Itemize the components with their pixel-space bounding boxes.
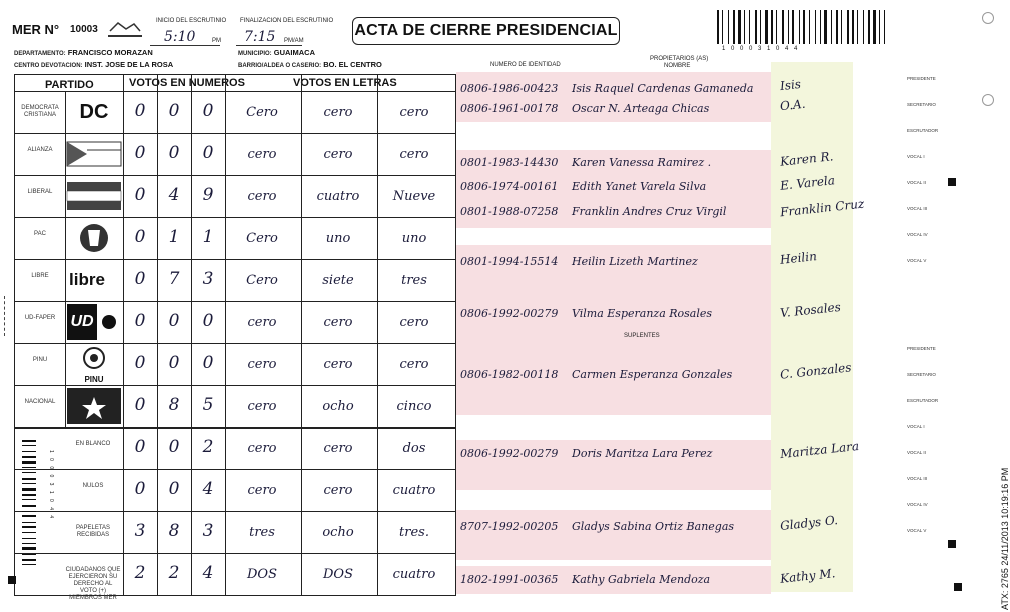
vote-word: uno xyxy=(325,231,351,246)
vote-word: ocho xyxy=(322,399,354,414)
col-id-header: NUMERO DE IDENTIDAD xyxy=(490,62,561,68)
dc-logo-text: DC xyxy=(79,101,109,123)
party-logo-5 xyxy=(67,262,121,298)
vote-word: cero xyxy=(399,147,429,162)
role-label: ESCRUTADOR xyxy=(907,398,939,403)
vote-word: tres. xyxy=(399,525,429,540)
vote-digit: 0 xyxy=(168,437,180,457)
table-row-divider xyxy=(15,259,455,260)
table-row-divider xyxy=(15,175,455,176)
vote-digit: 5 xyxy=(202,395,214,415)
table-row-divider xyxy=(15,553,455,554)
member-id: 0801-1994-15514 xyxy=(460,255,559,268)
member-id: 8707-1992-00205 xyxy=(460,520,559,533)
role-label: ESCRUTADOR xyxy=(907,128,939,133)
municipio-label: MUNICIPIO: xyxy=(238,51,272,57)
member-signature: E. Varela xyxy=(779,173,836,193)
vote-word: cuatro xyxy=(316,189,360,204)
member-id: 0806-1974-00161 xyxy=(460,180,559,193)
member-signature: Maritza Lara xyxy=(779,438,860,462)
vote-digit: 7 xyxy=(168,269,180,289)
signature-band xyxy=(771,62,853,592)
role-label: SECRETARIO xyxy=(907,372,936,377)
tick-marks xyxy=(4,296,9,336)
table-row-divider xyxy=(15,133,455,134)
table-column-divider xyxy=(377,75,378,595)
vote-digit: 2 xyxy=(202,437,214,457)
member-id: 0806-1961-00178 xyxy=(460,102,559,115)
vote-word: cero xyxy=(247,357,277,372)
vote-word: cinco xyxy=(396,399,432,414)
vote-digit: 0 xyxy=(168,479,180,499)
vote-digit: 0 xyxy=(168,143,180,163)
vote-digit: 0 xyxy=(134,437,146,457)
inicio-label: INICIO DEL ESCRUTINIO xyxy=(156,18,227,24)
table-row-divider xyxy=(15,301,455,302)
party-label: NACIONAL xyxy=(24,399,56,405)
party-logo-7 xyxy=(67,346,121,382)
member-name: Edith Yanet Varela Silva xyxy=(572,180,707,193)
vote-word: cero xyxy=(247,483,277,498)
vote-digit: 0 xyxy=(134,353,146,373)
member-name: Doris Maritza Lara Perez xyxy=(572,447,713,460)
member-name: Gladys Sabina Ortiz Banegas xyxy=(572,520,735,533)
vote-digit: 2 xyxy=(134,563,146,583)
party-label: PINU xyxy=(32,357,48,363)
barcode-left xyxy=(22,440,36,570)
votes-table xyxy=(14,74,456,601)
col-letras-header: VOTOS EN LETRAS xyxy=(293,77,397,89)
party-logo-4 xyxy=(67,220,121,256)
table-row-divider xyxy=(15,385,455,386)
vote-word: Cero xyxy=(246,105,278,120)
member-name: Karen Vanessa Ramirez . xyxy=(572,156,712,169)
vote-word: uno xyxy=(401,231,427,246)
timestamp-stamp: ATX: 2765 24/11/2013 10:19:16 PM xyxy=(1000,467,1010,610)
member-name: Vilma Esperanza Rosales xyxy=(572,307,713,320)
registration-mark xyxy=(954,583,962,591)
barcode-top xyxy=(717,10,887,44)
member-signature: O.A. xyxy=(779,96,807,114)
vote-digit: 0 xyxy=(202,353,214,373)
member-signature: Karen R. xyxy=(779,149,834,169)
col-nombre-header: NOMBRE xyxy=(664,63,691,69)
vote-word: cuatro xyxy=(392,483,436,498)
vote-word: Cero xyxy=(246,273,278,288)
party-logo-6 xyxy=(67,304,121,340)
vote-word: cero xyxy=(247,189,277,204)
member-name: Isis Raquel Cardenas Gamaneda xyxy=(572,82,754,95)
member-name: Oscar N. Arteaga Chicas xyxy=(572,102,710,115)
registration-mark xyxy=(948,540,956,548)
vote-word: cero xyxy=(399,105,429,120)
mer-number: 10003 xyxy=(70,24,98,35)
member-id: 0801-1983-14430 xyxy=(460,156,559,169)
inicio-value: 5:10 xyxy=(164,29,196,45)
member-id: 0801-1988-07258 xyxy=(460,205,559,218)
role-label: VOCAL IV xyxy=(907,232,928,237)
vote-word: cero xyxy=(247,315,277,330)
vote-digit: 0 xyxy=(202,101,214,121)
member-row-band xyxy=(456,510,771,560)
finalizacion-suffix: PM/AM xyxy=(284,38,304,44)
vote-word: cero xyxy=(399,315,429,330)
municipio-value: GUAIMACA xyxy=(273,48,316,57)
party-label: EN BLANCO xyxy=(75,441,111,447)
party-label: UD-FAPER xyxy=(24,315,56,321)
party-logo-8 xyxy=(67,388,121,424)
vote-word: DOS xyxy=(323,567,353,582)
vote-word: cero xyxy=(323,483,353,498)
barrio-label: BARRIO/ALDEA O CASERIO: xyxy=(238,63,322,69)
vote-word: Cero xyxy=(246,231,278,246)
vote-digit: 0 xyxy=(134,479,146,499)
vote-digit: 3 xyxy=(202,521,214,541)
member-name: Carmen Esperanza Gonzales xyxy=(572,368,733,381)
punch-hole xyxy=(982,12,994,24)
col-partido-header: PARTIDO xyxy=(45,79,94,91)
member-row-band xyxy=(456,295,771,345)
role-label: PRESIDENTE xyxy=(907,346,936,351)
vote-digit: 1 xyxy=(168,227,180,247)
mer-label: MER N° xyxy=(12,22,60,37)
member-signature: C. Gonzales xyxy=(779,360,853,382)
vote-word: cero xyxy=(323,105,353,120)
member-signature: Franklin Cruz xyxy=(779,196,865,220)
libre-logo-text: libre xyxy=(69,270,105,289)
document-title: ACTA DE CIERRE PRESIDENCIAL xyxy=(352,17,620,45)
table-column-divider xyxy=(301,75,302,595)
member-row-band xyxy=(456,245,771,295)
vote-digit: 0 xyxy=(134,395,146,415)
vote-word: cero xyxy=(247,399,277,414)
role-label: VOCAL II xyxy=(907,180,926,185)
cne-logo xyxy=(108,21,142,37)
vote-digit: 3 xyxy=(134,521,146,541)
vote-digit: 4 xyxy=(202,479,214,499)
vote-digit: 0 xyxy=(168,353,180,373)
role-label: VOCAL V xyxy=(907,258,927,263)
ud-logo-text: UD xyxy=(67,304,97,340)
vote-digit: 0 xyxy=(134,269,146,289)
member-id: 0806-1986-00423 xyxy=(460,82,559,95)
member-id: 0806-1982-00118 xyxy=(460,368,559,381)
party-label: DEMOCRATA CRISTIANA xyxy=(21,105,59,118)
vote-digit: 2 xyxy=(168,563,180,583)
table-row-divider xyxy=(15,343,455,344)
party-logo-1 xyxy=(67,94,121,130)
finalizacion-value: 7:15 xyxy=(244,29,276,45)
suplentes-label: SUPLENTES xyxy=(624,333,660,339)
departamento-value: FRANCISCO MORAZAN xyxy=(67,48,153,57)
role-label: VOCAL III xyxy=(907,206,928,211)
vote-word: DOS xyxy=(247,567,277,582)
vote-digit: 1 xyxy=(202,227,214,247)
role-label: VOCAL I xyxy=(907,424,925,429)
vote-digit: 0 xyxy=(134,311,146,331)
member-id: 0806-1992-00279 xyxy=(460,447,559,460)
role-label: VOCAL III xyxy=(907,476,928,481)
role-label: VOCAL II xyxy=(907,450,926,455)
party-label: NULOS xyxy=(82,483,104,489)
member-id: 1802-1991-00365 xyxy=(460,573,559,586)
vote-digit: 0 xyxy=(134,185,146,205)
registration-mark xyxy=(8,576,16,584)
party-label: LIBERAL xyxy=(27,189,53,195)
vote-word: tres xyxy=(249,525,275,540)
vote-word: tres xyxy=(401,273,427,288)
barcode-number: 1 0 0 0 3 1 0 4 4 xyxy=(722,46,800,52)
role-label: VOCAL V xyxy=(907,528,927,533)
barrio-value: BO. EL CENTRO xyxy=(323,60,382,69)
col-numeros-header: VOTOS EN NUMEROS xyxy=(129,77,245,89)
member-id: 0806-1992-00279 xyxy=(460,307,559,320)
vote-digit: 0 xyxy=(202,143,214,163)
inicio-suffix: PM xyxy=(212,38,221,44)
vote-word: Nueve xyxy=(392,189,436,204)
vote-word: dos xyxy=(402,441,426,456)
party-label: PAC xyxy=(34,231,46,237)
finalizacion-label: FINALIZACION DEL ESCRUTINIO xyxy=(240,18,334,24)
vote-word: cero xyxy=(323,315,353,330)
table-row-divider xyxy=(15,469,455,470)
col-propietarios-header: PROPIETARIOS (AS) xyxy=(650,56,709,62)
vote-digit: 8 xyxy=(168,521,180,541)
table-row-divider xyxy=(15,217,455,218)
role-label: VOCAL I xyxy=(907,154,925,159)
vote-word: cero xyxy=(323,147,353,162)
vote-digit: 0 xyxy=(134,227,146,247)
member-name: Kathy Gabriela Mendoza xyxy=(572,573,711,586)
vote-digit: 9 xyxy=(202,185,214,205)
punch-hole xyxy=(982,94,994,106)
member-signature: Heilin xyxy=(779,249,818,267)
role-label: SECRETARIO xyxy=(907,102,936,107)
party-label: CIUDADANOS QUE EJERCIERON SU DERECHO AL VOTO (+) MIEMBROS MER xyxy=(65,567,121,601)
vote-word: cero xyxy=(247,441,277,456)
member-signature: V. Rosales xyxy=(779,299,842,321)
vote-word: cero xyxy=(399,357,429,372)
member-signature: Isis xyxy=(779,76,802,94)
vote-digit: 4 xyxy=(168,185,180,205)
party-logo-3 xyxy=(67,178,121,214)
vote-digit: 0 xyxy=(134,101,146,121)
member-signature: Kathy M. xyxy=(779,566,836,586)
vote-digit: 4 xyxy=(202,563,214,583)
vote-digit: 3 xyxy=(202,269,214,289)
vote-word: siete xyxy=(322,273,354,288)
departamento-label: DEPARTAMENTO: xyxy=(14,51,66,57)
vote-word: ocho xyxy=(322,525,354,540)
member-name: Franklin Andres Cruz Virgil xyxy=(572,205,727,218)
party-label: ALIANZA xyxy=(27,147,53,153)
role-label: PRESIDENTE xyxy=(907,76,936,81)
party-logo-2 xyxy=(67,136,121,172)
role-label: VOCAL IV xyxy=(907,502,928,507)
vote-digit: 0 xyxy=(168,311,180,331)
centro-value: INST. JOSE DE LA ROSA xyxy=(84,60,174,69)
vote-word: cero xyxy=(323,441,353,456)
vote-digit: 0 xyxy=(134,143,146,163)
pinu-logo-text: PINU xyxy=(84,375,104,384)
vote-word: cero xyxy=(247,147,277,162)
member-name: Heilin Lizeth Martinez xyxy=(572,255,698,268)
centro-label: CENTRO DEVOTACION: xyxy=(14,63,83,69)
barcode-left-number: 1 0 0 0 3 1 0 4 4 xyxy=(48,450,54,521)
party-label: LIBRE xyxy=(31,273,49,279)
party-label: PAPELETAS RECIBIDAS xyxy=(75,525,111,538)
member-signature: Gladys O. xyxy=(779,513,839,533)
vote-word: cero xyxy=(323,357,353,372)
registration-mark xyxy=(948,178,956,186)
table-column-divider xyxy=(225,75,226,595)
vote-word: cuatro xyxy=(392,567,436,582)
table-row-divider xyxy=(15,511,455,512)
vote-digit: 0 xyxy=(202,311,214,331)
vote-digit: 8 xyxy=(168,395,180,415)
vote-digit: 0 xyxy=(168,101,180,121)
